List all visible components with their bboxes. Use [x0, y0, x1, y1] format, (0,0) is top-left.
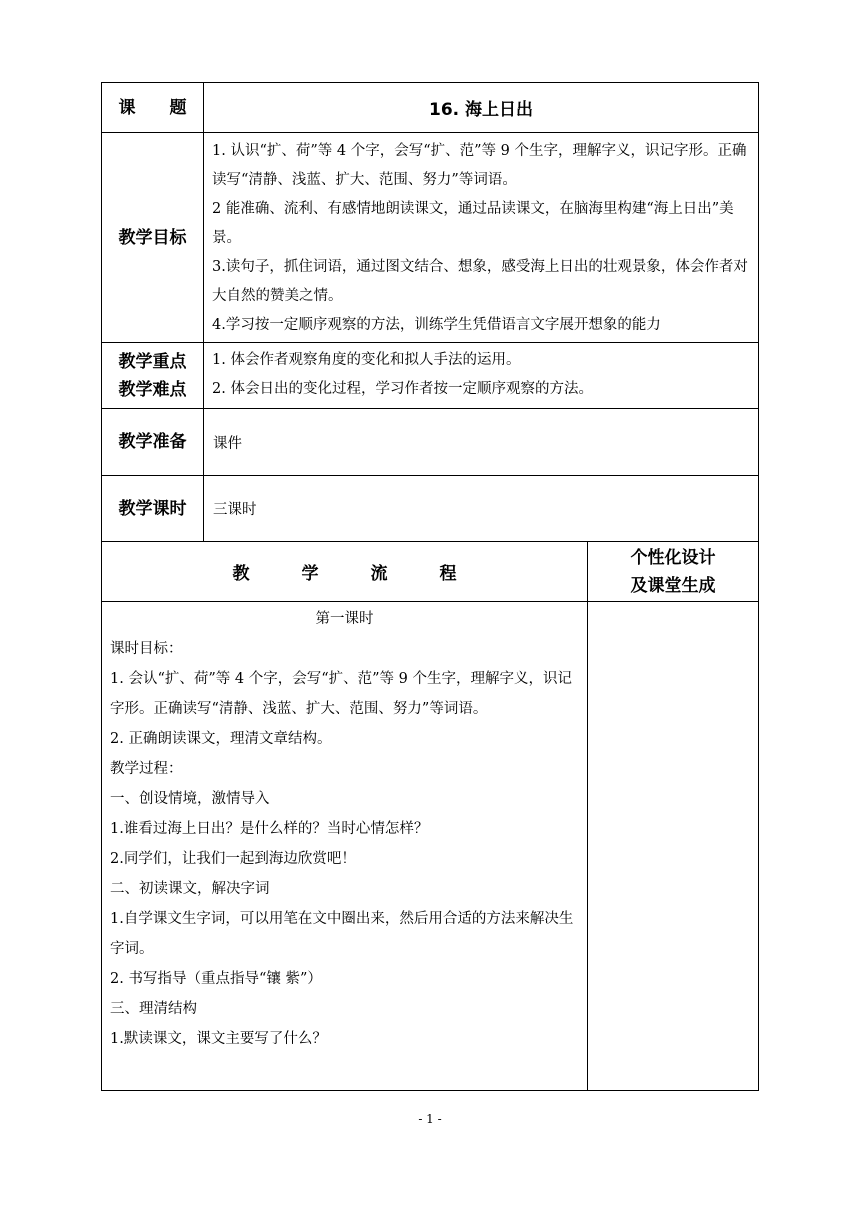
process-heading: 教学过程： — [110, 761, 183, 777]
flow-content — [102, 602, 588, 1091]
title-label: 课 题 — [102, 83, 204, 133]
goal-item: 1. 会认“扩、荷”等 4 个字，会写“扩、范”等 9 个生字，理解字义，识记字形。正确读写“清静、浅蓝、扩大、范围、努力”等词语。 — [110, 671, 572, 717]
row-hours — [102, 476, 759, 542]
hours-value: 三课时 — [204, 476, 759, 542]
flow-title — [102, 542, 588, 602]
goal-item: 2. 正确朗读课文，理清文章结构。 — [110, 731, 332, 747]
personal-design-line: 个性化设计 — [630, 547, 716, 568]
flow-title-char: 流 — [370, 564, 388, 584]
hours-label: 教学课时 — [102, 476, 204, 542]
flow-title-char: 程 — [439, 564, 457, 584]
row-title — [102, 83, 759, 133]
personal-design-header — [588, 542, 759, 602]
step-item: 2. 书写指导（重点指导“镶 紫”） — [110, 971, 322, 987]
classroom-generation-line: 及课堂生成 — [630, 575, 716, 596]
step-item: 1.默读课文，课文主要写了什么？ — [110, 1031, 327, 1047]
row-flow-body — [102, 602, 759, 1091]
lesson-plan-table — [101, 82, 759, 1091]
lesson-title: 16. 海上日出 — [204, 83, 759, 133]
step-item: 1.自学课文生字词，可以用笔在文中圈出来，然后用合适的方法来解决生字词。 — [110, 911, 574, 957]
objective-item: 2 能准确、流利、有感情地朗读课文，通过品读课文，在脑海里构建“海上日出”美景。 — [212, 201, 734, 246]
row-key-points — [102, 343, 759, 409]
difficulties-label-line: 教学难点 — [118, 379, 187, 400]
preparation-value: 课件 — [204, 409, 759, 476]
step-heading: 三、理清结构 — [110, 1001, 197, 1017]
objective-item: 4.学习按一定顺序观察的方法，训练学生凭借语言文字展开想象的能力 — [212, 317, 661, 333]
page-number: - 1 - — [418, 1112, 442, 1126]
row-flow-header — [102, 542, 759, 602]
objectives-content — [204, 133, 759, 343]
step-item: 1.谁看过海上日出？是什么样的？当时心情怎样？ — [110, 821, 429, 837]
objective-item: 3.读句子，抓住词语，通过图文结合、想象，感受海上日出的壮观景象，体会作者对大自然的赞美之情。 — [212, 259, 748, 304]
key-point-item: 2. 体会日出的变化过程，学习作者按一定顺序观察的方法。 — [212, 381, 593, 397]
step-heading: 二、初读课文，解决字词 — [110, 881, 270, 897]
flow-title-char: 学 — [301, 564, 319, 584]
personal-design-cell — [588, 602, 759, 1091]
goal-heading: 课时目标： — [110, 641, 183, 657]
preparation-label: 教学准备 — [102, 409, 204, 476]
flow-title-char: 教 — [232, 564, 250, 584]
step-item: 2.同学们，让我们一起到海边欣赏吧！ — [110, 851, 356, 867]
key-points-label-line: 教学重点 — [118, 351, 187, 372]
objective-item: 1. 认识“扩、荷”等 4 个字，会写“扩、范”等 9 个生字，理解字义，识记字形。正确读写“清静、浅蓝、扩大、范围、努力”等词语。 — [212, 143, 747, 188]
step-heading: 一、创设情境，激情导入 — [110, 791, 270, 807]
objectives-label: 教学目标 — [102, 133, 204, 343]
lesson-heading: 第一课时 — [315, 611, 374, 627]
key-points-content — [204, 343, 759, 409]
row-objectives — [102, 133, 759, 343]
key-points-label — [102, 343, 204, 409]
key-point-item: 1. 体会作者观察角度的变化和拟人手法的运用。 — [212, 352, 521, 368]
row-preparation — [102, 409, 759, 476]
